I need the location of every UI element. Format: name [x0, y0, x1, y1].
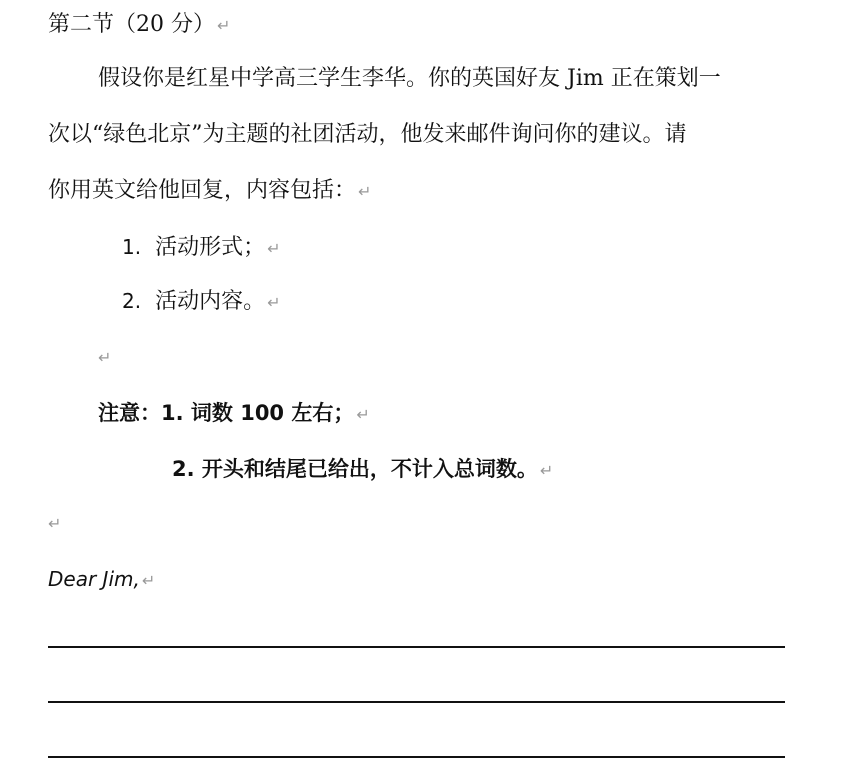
answer-line [48, 646, 785, 648]
notes-item: 1. 词数 100 左右； [161, 401, 355, 425]
content-point-2 [122, 286, 281, 318]
notes-label: 注意： [98, 401, 161, 425]
content-point-1 [122, 232, 281, 264]
content-point-text: 活动内容。 [155, 289, 266, 314]
paragraph-mark-icon: ↵ [267, 239, 281, 258]
empty-paragraph [46, 508, 61, 539]
paragraph-mark-icon: ↵ [267, 293, 281, 312]
prompt-line-text: 假设你是红星中学高三学生李华。你的英国好友 Jim 正在策划一 [98, 66, 721, 91]
content-point-text: 活动形式； [155, 235, 266, 260]
content-point-number: 2. [122, 289, 142, 313]
notes-item: 2. 开头和结尾已给出，不计入总词数。 [172, 457, 538, 481]
paragraph-mark-icon: ↵ [356, 405, 370, 424]
letter-greeting-text: Dear Jim, [48, 567, 140, 591]
paragraph-mark-icon: ↵ [98, 348, 112, 367]
content-point-number: 1. [122, 235, 142, 259]
paragraph-mark-icon: ↵ [217, 16, 231, 35]
empty-paragraph [96, 342, 111, 373]
section-heading-text: 第二节（20 分） [48, 12, 215, 37]
section-heading [48, 10, 230, 41]
prompt-line-3 [48, 176, 371, 207]
paragraph-mark-icon: ↵ [358, 182, 372, 201]
prompt-line-2 [48, 120, 687, 150]
notes-line-1 [98, 398, 370, 430]
paragraph-mark-icon: ↵ [539, 461, 554, 480]
prompt-line-text: 你用英文给他回复，内容包括： [48, 178, 357, 203]
answer-line [48, 756, 785, 758]
notes-line-2 [172, 454, 553, 486]
answer-line [48, 701, 785, 703]
paragraph-mark-icon: ↵ [141, 571, 156, 590]
prompt-line-text: 次以“绿色北京”为主题的社团活动，他发来邮件询问你的建议。请 [48, 122, 687, 147]
letter-greeting [48, 564, 155, 596]
paragraph-mark-icon: ↵ [48, 514, 62, 533]
prompt-line-1 [98, 64, 721, 94]
